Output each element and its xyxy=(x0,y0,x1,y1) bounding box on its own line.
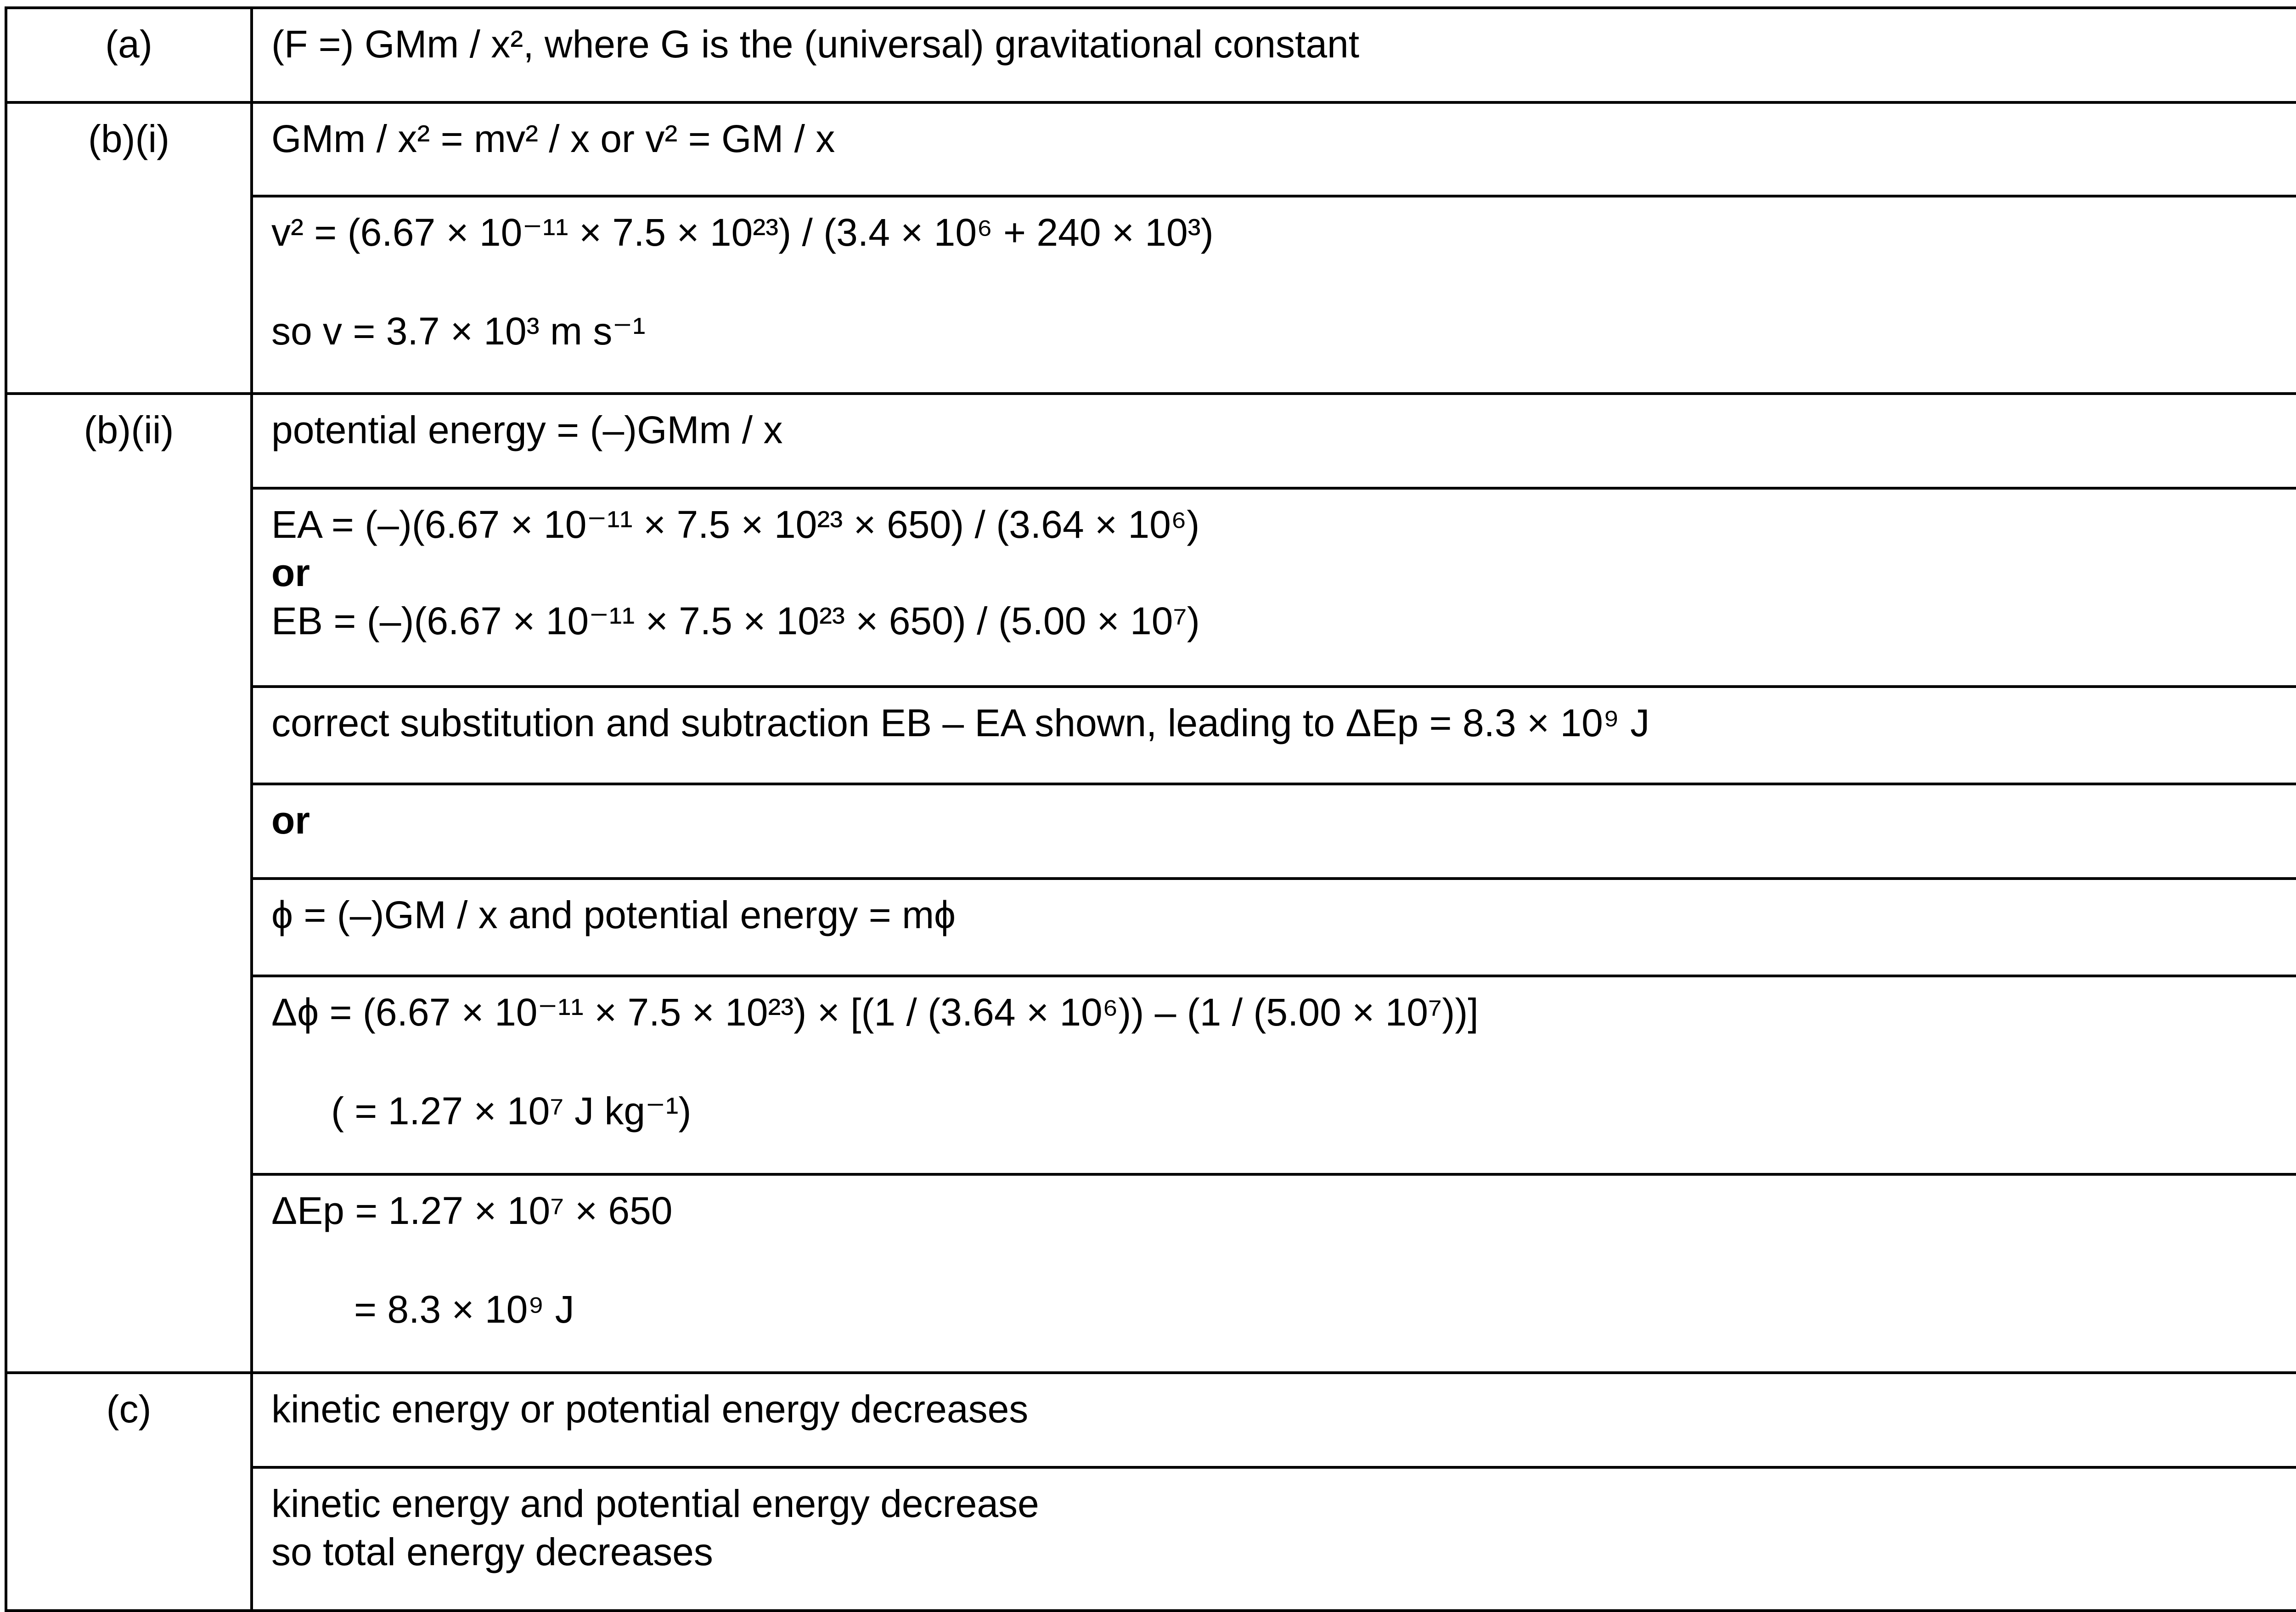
alternative-or: or xyxy=(271,799,310,842)
answer-cell xyxy=(252,102,2296,196)
answer-bii-delta-ep-value: = 8.3 × 10⁹ J xyxy=(354,1288,574,1331)
table-row xyxy=(6,102,2296,196)
answer-c-second: kinetic energy and potential energy decrease xyxy=(271,1482,1039,1525)
table-row xyxy=(6,1174,2296,1373)
answer-bii-or: or xyxy=(271,551,310,594)
question-label: (c) xyxy=(6,1373,252,1611)
answer-cell xyxy=(252,488,2296,687)
answer-cell xyxy=(252,1174,2296,1373)
answer-bii-phi: ϕ = (–)GM / x and potential energy = mϕ xyxy=(271,893,956,936)
answer-cell xyxy=(252,784,2296,879)
question-label: (b)(i) xyxy=(6,102,252,394)
table-row xyxy=(6,879,2296,976)
answer-cell xyxy=(252,1373,2296,1467)
table-row xyxy=(6,8,2296,102)
question-label: (b)(ii) xyxy=(6,394,252,1373)
answer-bii-subtraction: correct substitution and subtraction EB – EA shown, leading to ΔEp = 8.3 × 10⁹ J xyxy=(271,701,1650,744)
answer-bii-delta-ep: ΔEp = 1.27 × 10⁷ × 650 xyxy=(271,1189,673,1232)
answer-bii-potential-energy: potential energy = (–)GMm / x xyxy=(271,408,783,451)
table-row xyxy=(6,784,2296,879)
table-row xyxy=(6,394,2296,488)
answer-cell xyxy=(252,879,2296,976)
answer-cell xyxy=(252,8,2296,102)
answer-cell xyxy=(252,196,2296,394)
answer-bii-delta-phi-value: ( = 1.27 × 10⁷ J kg⁻¹) xyxy=(331,1089,692,1133)
answer-bii-eb: EB = (–)(6.67 × 10⁻¹¹ × 7.5 × 10²³ × 650) / (5.00 × 10⁷) xyxy=(271,599,1200,643)
answer-bii-delta-phi: Δϕ = (6.67 × 10⁻¹¹ × 7.5 × 10²³) × [(1 / (3.64 × 10⁶)) – (1 / (5.00 × 10⁷))] xyxy=(271,991,1479,1034)
table-row xyxy=(6,488,2296,687)
table-row xyxy=(6,687,2296,784)
answer-c-conclusion: so total energy decreases xyxy=(271,1530,713,1573)
table-row xyxy=(6,1373,2296,1467)
answer-c-first: kinetic energy or potential energy decreases xyxy=(271,1387,1029,1431)
answer-a: (F =) GMm / x², where G is the (universal) gravitational constant xyxy=(271,23,1360,66)
question-label: (a) xyxy=(6,8,252,102)
answer-cell xyxy=(252,976,2296,1174)
answer-bii-ea: EA = (–)(6.67 × 10⁻¹¹ × 7.5 × 10²³ × 650) / (3.64 × 10⁶) xyxy=(271,503,1200,546)
answer-cell xyxy=(252,687,2296,784)
answer-cell xyxy=(252,394,2296,488)
answer-cell xyxy=(252,1467,2296,1611)
mark-scheme-table xyxy=(5,6,2296,1612)
table-row xyxy=(6,1467,2296,1611)
table-row xyxy=(6,976,2296,1174)
answer-bi-result: so v = 3.7 × 10³ m s⁻¹ xyxy=(271,310,646,353)
table-row xyxy=(6,196,2296,394)
answer-bi-equation: GMm / x² = mv² / x or v² = GM / x xyxy=(271,117,835,160)
answer-bi-substitution: v² = (6.67 × 10⁻¹¹ × 7.5 × 10²³) / (3.4 × 10⁶ + 240 × 10³) xyxy=(271,211,1214,254)
